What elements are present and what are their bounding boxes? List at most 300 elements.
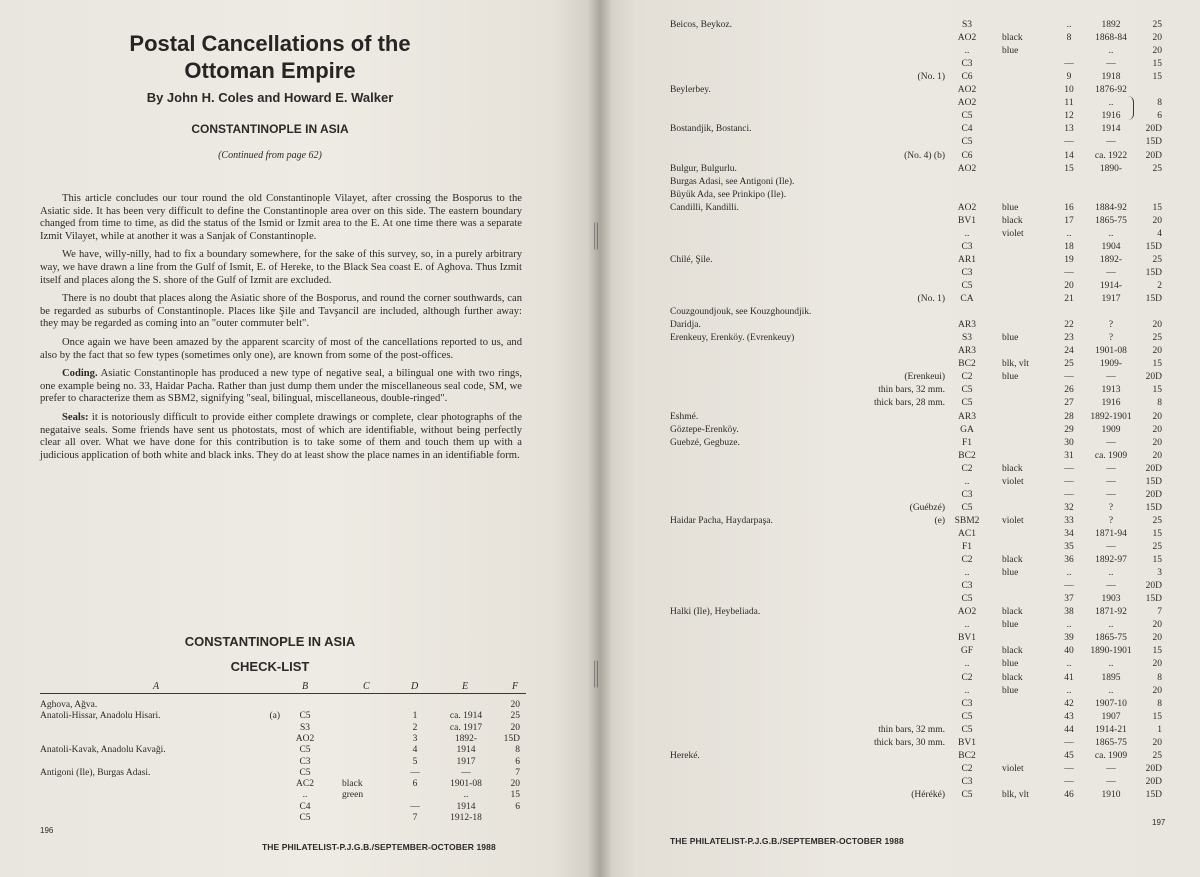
- code-cell: GF: [960, 646, 974, 657]
- value-cell: 8: [1157, 698, 1162, 709]
- note-cell: (No. 1): [917, 72, 945, 83]
- date-cell: 1918: [1101, 72, 1121, 83]
- number-cell: 11: [1064, 98, 1074, 109]
- table-row: [670, 777, 1190, 788]
- table-row: [670, 633, 1190, 644]
- table-row: [670, 333, 1190, 344]
- table-row: [670, 385, 1190, 396]
- table-row: [670, 59, 1190, 70]
- number-cell: 25: [1064, 359, 1074, 370]
- date-cell: 1892-: [454, 733, 478, 744]
- date-cell: 1904: [1101, 241, 1121, 252]
- table-row: [670, 412, 1190, 423]
- code-cell: ..: [964, 568, 970, 579]
- value-cell: 8: [1157, 672, 1162, 683]
- date-cell: ?: [1108, 502, 1114, 513]
- table-row: [670, 33, 1190, 44]
- code-cell: C2: [961, 672, 973, 683]
- date-cell: ca. 1909: [1094, 450, 1128, 461]
- value-cell: 15D: [1145, 137, 1162, 148]
- place-cell: Couzgoundjouk, see Kouzghoundjik.: [670, 307, 812, 318]
- table-row: [670, 659, 1190, 670]
- table-row: [670, 85, 1190, 96]
- date-cell: ..: [1108, 620, 1114, 631]
- date-cell: 1890-: [1099, 163, 1123, 174]
- date-cell: 1876-92: [1095, 85, 1127, 96]
- number-cell: 21: [1064, 294, 1074, 305]
- date-cell: —: [1106, 776, 1116, 787]
- date-cell: 1865-75: [1095, 215, 1127, 226]
- table-row: [670, 477, 1190, 488]
- place-cell: Eshmé.: [670, 411, 699, 422]
- number-cell: 24: [1064, 346, 1074, 357]
- code-cell: BC2: [958, 359, 976, 370]
- article-title-line-1: Postal Cancellations of the: [129, 31, 411, 56]
- value-cell: 20: [1152, 424, 1162, 435]
- code-cell: C5: [961, 137, 973, 148]
- paragraph: We have, willy-nilly, had to fix a boundary somewhere, for the sake of this survey, so, in a purely arbitrary way, we have drawn a line from the Gulf of Ismit, E. of Hereke, to the Black Sea coast E. of Aghova. Thus Izmit itself and places along the S. shore of the Gulf of Izmit are excluded.: [40, 249, 522, 286]
- number-cell: —: [410, 801, 420, 812]
- table-row: [670, 542, 1190, 553]
- code-cell: C5: [299, 767, 311, 778]
- place-cell: Burgas Adasi, see Antigoni (Ile).: [670, 176, 795, 187]
- table-row: [670, 320, 1190, 331]
- date-cell: ca. 1922: [1094, 150, 1128, 161]
- value-cell: 8: [1157, 398, 1162, 409]
- column-header-b: B: [302, 681, 309, 692]
- value-cell: 25: [1152, 542, 1162, 552]
- code-cell: AO2: [957, 163, 977, 174]
- column-header-c: C: [363, 681, 370, 692]
- value-cell: 7: [1157, 607, 1162, 618]
- value-cell: 20: [1152, 685, 1162, 696]
- value-cell: 20: [1152, 633, 1162, 644]
- note-cell: (No. 4) (b): [904, 150, 945, 161]
- date-cell: ..: [1108, 46, 1114, 57]
- value-cell: 15: [1152, 72, 1162, 83]
- code-cell: C5: [961, 502, 973, 513]
- number-cell: 12: [1064, 111, 1074, 122]
- date-cell: 1868-84: [1095, 33, 1127, 44]
- section-title: CONSTANTINOPLE IN ASIA: [191, 122, 349, 136]
- place-cell: Daridja.: [670, 320, 701, 331]
- code-cell: AO2: [957, 85, 977, 96]
- number-cell: 39: [1064, 633, 1074, 644]
- value-cell: 20D: [1145, 581, 1162, 592]
- code-cell: ..: [964, 46, 970, 57]
- date-cell: —: [461, 767, 471, 778]
- code-cell: C3: [961, 698, 973, 709]
- value-cell: 15D: [1145, 267, 1162, 278]
- number-cell: —: [1064, 763, 1074, 774]
- code-cell: C5: [299, 813, 311, 823]
- date-cell: —: [1106, 437, 1116, 448]
- date-cell: —: [1106, 476, 1116, 487]
- date-cell: 1917: [456, 756, 476, 767]
- value-cell: 20D: [1145, 763, 1162, 774]
- colour-cell: violet: [1002, 476, 1024, 487]
- value-cell: 15: [1152, 646, 1162, 657]
- table-row: [670, 738, 1190, 749]
- number-cell: 29: [1064, 424, 1074, 435]
- value-cell: 8: [1157, 98, 1162, 109]
- article-body: [40, 193, 522, 468]
- note-cell: (No. 1): [917, 294, 945, 305]
- number-cell: 4: [412, 745, 418, 756]
- date-cell: —: [1106, 463, 1116, 474]
- number-cell: 16: [1064, 202, 1074, 213]
- code-cell: BC2: [958, 750, 976, 761]
- number-cell: —: [1064, 476, 1074, 487]
- table-row: [670, 190, 1190, 201]
- value-cell: 20D: [1145, 489, 1162, 500]
- paragraph: There is no doubt that places along the Asiatic shore of the Bosporus, and round the corner southwards, can be regarded as suburbs of Constantinople. Places like Şile and Tavşancil are included, although further away: they may be regarded as coming into an "outer commuter belt".: [40, 293, 522, 330]
- date-cell: 1907-10: [1095, 698, 1127, 709]
- number-cell: 3: [412, 733, 418, 744]
- number-cell: —: [1064, 372, 1074, 383]
- number-cell: 35: [1064, 542, 1074, 552]
- note-cell: thick bars, 30 mm.: [874, 737, 945, 748]
- date-cell: 1901-08: [1095, 346, 1127, 357]
- value-cell: 20: [1152, 437, 1162, 448]
- date-cell: ca. 1917: [449, 722, 483, 733]
- paragraph: Once again we have been amazed by the apparent scarcity of most of the cancellations reported to us, and also by the fact that so few types (sometimes only one), are known from some of the post-offices.: [40, 336, 522, 361]
- table-row: [670, 124, 1190, 135]
- number-cell: 40: [1064, 646, 1074, 657]
- code-cell: ..: [964, 659, 970, 670]
- code-cell: C5: [961, 594, 973, 605]
- column-header-f: F: [512, 681, 519, 692]
- value-cell: 20D: [1145, 463, 1162, 474]
- column-header-a: A: [153, 681, 160, 692]
- colour-cell: blue: [1002, 202, 1019, 213]
- date-cell: ?: [1108, 320, 1114, 331]
- table-row: [670, 72, 1190, 83]
- number-cell: —: [1064, 463, 1074, 474]
- note-cell: (e): [934, 515, 945, 526]
- number-cell: 45: [1064, 750, 1074, 761]
- number-cell: 38: [1064, 607, 1074, 618]
- number-cell: 18: [1064, 241, 1074, 252]
- code-cell: ..: [964, 228, 970, 239]
- date-cell: —: [1106, 763, 1116, 774]
- table-row: [670, 438, 1190, 449]
- note-cell: (Héréké): [911, 789, 945, 800]
- colour-cell: black: [1002, 215, 1023, 226]
- value-cell: 20: [1152, 411, 1162, 422]
- code-cell: SBM2: [954, 515, 980, 526]
- date-cell: 1914-: [1099, 281, 1123, 291]
- value-cell: 15D: [503, 733, 520, 744]
- value-cell: 15: [510, 790, 520, 801]
- date-cell: 1907: [1101, 711, 1121, 722]
- number-cell: 44: [1064, 724, 1074, 735]
- value-cell: 25: [510, 711, 520, 722]
- date-cell: 1895: [1101, 672, 1121, 683]
- code-cell: C3: [961, 241, 973, 252]
- date-cell: ..: [1108, 228, 1114, 239]
- staple-bottom: [594, 660, 598, 688]
- checklist-title: CONSTANTINOPLE IN ASIA: [184, 634, 356, 649]
- gutter-shadow: [588, 0, 612, 877]
- value-cell: 15: [1152, 359, 1162, 370]
- date-cell: 1914: [1101, 124, 1121, 135]
- column-header-e: E: [462, 681, 469, 692]
- place-cell: Hereké.: [670, 750, 700, 761]
- footer-left: THE PHILATELIST-P.J.G.B./SEPTEMBER-OCTOBER 1988: [262, 842, 496, 852]
- number-cell: 17: [1064, 215, 1074, 226]
- code-cell: CA: [960, 294, 974, 305]
- value-cell: 15: [1152, 528, 1162, 539]
- value-cell: 1: [1157, 724, 1162, 735]
- date-cell: —: [1106, 59, 1116, 70]
- date-cell: 1892: [1101, 20, 1121, 30]
- date-cell: ca. 1909: [1094, 750, 1128, 761]
- code-cell: C6: [961, 72, 973, 83]
- table-row: [40, 802, 530, 813]
- place-cell: Beicos, Beykoz.: [670, 20, 733, 30]
- table-row: [40, 768, 530, 779]
- value-cell: 20: [510, 779, 520, 790]
- date-cell: 1865-75: [1095, 633, 1127, 644]
- date-cell: 1901-08: [450, 779, 482, 790]
- code-cell: C5: [299, 745, 311, 756]
- value-cell: 25: [1152, 515, 1162, 526]
- table-row: [670, 503, 1190, 514]
- table-row: [40, 734, 530, 745]
- value-cell: 15D: [1145, 241, 1162, 252]
- date-cell: ?: [1108, 333, 1114, 344]
- table-row: [670, 673, 1190, 684]
- table-row: [670, 581, 1190, 592]
- page-number-right: 197: [1152, 818, 1166, 827]
- place-cell: Erenkeuy, Erenköy. (Evrenkeuy): [670, 333, 795, 344]
- number-cell: 43: [1064, 711, 1074, 722]
- code-cell: ..: [964, 685, 970, 696]
- table-row: [670, 255, 1190, 266]
- note-cell: thick bars, 28 mm.: [874, 398, 945, 409]
- value-cell: 20D: [1145, 776, 1162, 787]
- table-row: [670, 425, 1190, 436]
- value-cell: 6: [1157, 111, 1162, 122]
- colour-cell: black: [342, 779, 363, 790]
- value-cell: 6: [515, 801, 520, 812]
- colour-cell: black: [1002, 607, 1023, 618]
- number-cell: —: [1064, 581, 1074, 592]
- table-row: [670, 98, 1190, 109]
- colour-cell: blue: [1002, 46, 1019, 57]
- code-cell: BV1: [958, 215, 976, 226]
- value-cell: 20: [1152, 659, 1162, 670]
- code-cell: BV1: [958, 737, 976, 748]
- number-cell: 27: [1064, 398, 1074, 409]
- place-cell: Büyük Ada, see Prinkipo (Ile).: [670, 189, 787, 200]
- code-cell: AR3: [958, 320, 976, 331]
- place-cell: Haidar Pacha, Haydarpaşa.: [670, 515, 773, 526]
- table-row: [670, 451, 1190, 462]
- code-cell: S3: [961, 20, 973, 30]
- code-cell: BV1: [958, 633, 976, 644]
- date-cell: 1892-1901: [1090, 411, 1132, 422]
- value-cell: 15: [1152, 385, 1162, 396]
- date-cell: ..: [1108, 685, 1114, 696]
- value-cell: 15: [1152, 711, 1162, 722]
- code-cell: C3: [299, 756, 311, 767]
- code-cell: ..: [964, 620, 970, 631]
- date-cell: 1909-: [1099, 359, 1123, 370]
- code-cell: F1: [961, 437, 973, 448]
- code-cell: C4: [299, 801, 311, 812]
- date-cell: ..: [1108, 568, 1114, 579]
- value-cell: 15D: [1145, 476, 1162, 487]
- value-cell: 25: [1152, 333, 1162, 344]
- code-cell: AC2: [296, 779, 314, 790]
- colour-cell: blk, vlt: [1002, 789, 1029, 800]
- header-rule: [40, 693, 526, 694]
- colour-cell: black: [1002, 672, 1023, 683]
- code-cell: C2: [961, 372, 973, 383]
- date-cell: ..: [1108, 659, 1114, 670]
- colour-cell: black: [1002, 555, 1023, 566]
- table-row: [670, 646, 1190, 657]
- date-cell: ..: [1108, 98, 1114, 109]
- date-cell: 1865-75: [1095, 737, 1127, 748]
- table-row: [670, 46, 1190, 57]
- table-row: [40, 723, 530, 734]
- place-cell: Aghova, Ağva.: [40, 700, 98, 710]
- value-cell: 15: [1152, 202, 1162, 213]
- code-cell: AO2: [957, 607, 977, 618]
- paragraph-seals: Seals: it is notoriously difficult to provide either complete drawings or complete, clear photographs of the negataive seals. Some friends have sent us photostats, most of which are identifiable, without being perfectly clear all over. What we have done for this contribution is to take some of them and touch them up with a judicious application of both white and black inks. They do at least show the place names in an identifiable form.: [40, 411, 522, 461]
- date-cell: 1916: [1101, 398, 1121, 409]
- table-row: [670, 203, 1190, 214]
- table-row: [670, 242, 1190, 253]
- number-cell: 5: [412, 756, 418, 767]
- code-cell: C3: [961, 776, 973, 787]
- value-cell: 3: [1157, 568, 1162, 579]
- date-cell: 1914-21: [1095, 724, 1127, 735]
- date-cell: 1914: [456, 801, 476, 812]
- colour-cell: violet: [1002, 515, 1024, 526]
- colour-cell: violet: [1002, 228, 1024, 239]
- number-cell: 34: [1064, 528, 1074, 539]
- code-cell: C5: [961, 111, 973, 122]
- table-row: [670, 398, 1190, 409]
- date-cell: 1884-92: [1095, 202, 1127, 213]
- number-cell: 36: [1064, 555, 1074, 566]
- date-cell: ca. 1914: [449, 711, 483, 722]
- number-cell: 9: [1066, 72, 1072, 83]
- value-cell: 4: [1157, 228, 1162, 239]
- value-cell: 20: [1152, 320, 1162, 331]
- table-row: [670, 20, 1190, 31]
- number-cell: ..: [1066, 228, 1072, 239]
- number-cell: ..: [1066, 568, 1072, 579]
- value-cell: 20D: [1145, 124, 1162, 135]
- colour-cell: blue: [1002, 659, 1019, 670]
- place-cell: Beylerbey.: [670, 85, 711, 96]
- place-cell: Guebzé, Gegbuze.: [670, 437, 740, 448]
- table-row: [670, 725, 1190, 736]
- code-cell: C5: [961, 724, 973, 735]
- table-row: [670, 346, 1190, 357]
- number-cell: 15: [1064, 163, 1074, 174]
- code-cell: AO2: [295, 733, 315, 744]
- place-cell: Anatoli-Kavak, Anadolu Kavaği.: [40, 745, 166, 756]
- place-cell: Chilé, Şile.: [670, 254, 713, 265]
- colour-cell: black: [1002, 646, 1023, 657]
- code-cell: ..: [964, 476, 970, 487]
- number-cell: —: [410, 767, 420, 778]
- number-cell: 13: [1064, 124, 1074, 135]
- number-cell: 37: [1064, 594, 1074, 605]
- checklist-subtitle: CHECK-LIST: [230, 659, 310, 674]
- byline: By John H. Coles and Howard E. Walker: [146, 90, 394, 105]
- number-cell: 2: [412, 722, 418, 733]
- date-cell: —: [1106, 489, 1116, 500]
- date-cell: —: [1106, 137, 1116, 148]
- code-cell: AR3: [958, 346, 976, 357]
- table-row: [670, 372, 1190, 383]
- code-cell: GA: [960, 424, 974, 435]
- code-cell: AC1: [958, 528, 976, 539]
- number-cell: 28: [1064, 411, 1074, 422]
- code-cell: AO2: [957, 202, 977, 213]
- table-row: [670, 751, 1190, 762]
- date-cell: 1892-: [1099, 254, 1123, 265]
- table-row: [670, 686, 1190, 697]
- number-cell: —: [1064, 776, 1074, 787]
- value-cell: 7: [515, 767, 520, 778]
- number-cell: 32: [1064, 502, 1074, 513]
- value-cell: 15D: [1145, 294, 1162, 305]
- table-row: [670, 516, 1190, 527]
- date-cell: ..: [463, 790, 469, 801]
- number-cell: 1: [412, 711, 418, 722]
- date-cell: —: [1106, 581, 1116, 592]
- code-cell: C3: [961, 581, 973, 592]
- table-row: [40, 757, 530, 768]
- code-cell: C3: [961, 59, 973, 70]
- page-number-left: 196: [40, 826, 54, 835]
- date-cell: 1909: [1101, 424, 1121, 435]
- table-row: [670, 699, 1190, 710]
- number-cell: —: [1064, 59, 1074, 70]
- table-row: [670, 490, 1190, 501]
- number-cell: ..: [1066, 659, 1072, 670]
- number-cell: 46: [1064, 789, 1074, 800]
- code-cell: C2: [961, 555, 973, 566]
- place-cell: Halki (Ile), Heybeliada.: [670, 607, 761, 618]
- date-cell: 1871-92: [1095, 607, 1127, 618]
- code-cell: ..: [302, 790, 308, 801]
- number-cell: 26: [1064, 385, 1074, 396]
- code-cell: BC2: [958, 450, 976, 461]
- date-cell: 1916: [1101, 111, 1121, 122]
- paragraph: This article concludes our tour round the old Constantinople Vilayet, after crossing the Bosporus to the Asiatic side. It has been very difficult to define the Constantinople area over on this side. The eastern boundary changed from time to time, as did the status of the Ismid or Izmit area to the E. At one time there was a separate Izmit Vilayet, while at another it was a Sanjak of Constantinople.: [40, 193, 522, 242]
- value-cell: 20: [1152, 46, 1162, 57]
- number-cell: ..: [1066, 685, 1072, 696]
- number-cell: 20: [1064, 281, 1074, 291]
- number-cell: —: [1064, 137, 1074, 148]
- colour-cell: blue: [1002, 568, 1019, 579]
- number-cell: —: [1064, 267, 1074, 278]
- code-cell: AR1: [958, 254, 976, 265]
- number-cell: —: [1064, 737, 1074, 748]
- number-cell: —: [1064, 489, 1074, 500]
- place-cell: Göztepe-Erenköy.: [670, 424, 739, 435]
- number-cell: 14: [1064, 150, 1074, 161]
